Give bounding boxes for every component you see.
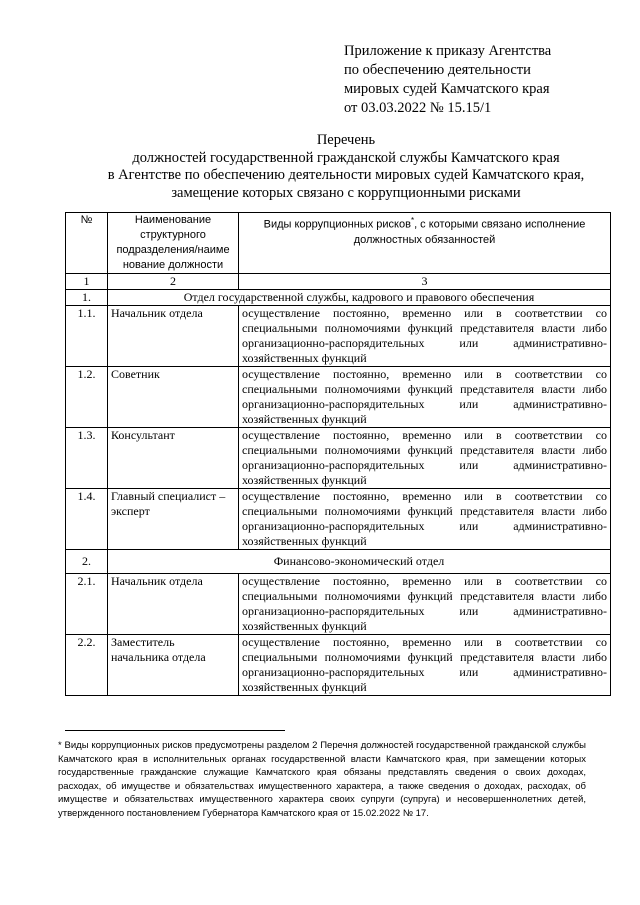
column-number: 2	[108, 274, 239, 290]
position-name: Консультант	[108, 428, 239, 489]
column-number: 3	[239, 274, 611, 290]
position-name: Начальник отдела	[108, 574, 239, 635]
table-row	[66, 306, 611, 367]
footnote-mark: *	[410, 216, 415, 225]
risk-description: осуществление постоянно, временно или в соответствии со специальными полномочиями функций представителя власти либо организационно-распорядительных или административно-хозяйственных функций	[239, 574, 611, 635]
header-risks	[239, 213, 611, 274]
position-name: Начальник отдела	[108, 306, 239, 367]
header-num: №	[66, 213, 108, 274]
document-title	[70, 132, 622, 202]
table-row	[66, 428, 611, 489]
position-name: Заместитель начальника отдела	[108, 635, 239, 696]
column-number: 1	[66, 274, 108, 290]
title-line: должностей государственной гражданской службы Камчатского края	[132, 149, 560, 166]
row-num: 1.1.	[66, 306, 108, 367]
row-num: 2.2.	[66, 635, 108, 696]
appendix-header	[344, 42, 624, 118]
header-name: Наименование структурного подразделения/наиме нование должности	[108, 213, 239, 274]
footnote	[58, 739, 586, 820]
row-num: 1.4.	[66, 489, 108, 550]
section-row	[66, 550, 611, 574]
risk-description: осуществление постоянно, временно или в соответствии со специальными полномочиями функций представителя власти либо организационно-распорядительных или административно-хозяйственных функций	[239, 635, 611, 696]
position-name: Советник	[108, 367, 239, 428]
appendix-line: от 03.03.2022 № 15.15/1	[344, 100, 492, 116]
column-number-row	[66, 274, 611, 290]
title-line: замещение которых связано с коррупционными рисками	[171, 184, 521, 201]
table-row	[66, 367, 611, 428]
section-row	[66, 290, 611, 306]
row-num: 1.2.	[66, 367, 108, 428]
table-row	[66, 635, 611, 696]
section-title: Финансово-экономический отдел	[108, 550, 611, 574]
footnote-mark: *	[58, 740, 62, 751]
position-name: Главный специалист – эксперт	[108, 489, 239, 550]
footnote-text: Виды коррупционных рисков предусмотрены разделом 2 Перечня должностей государственной гражданской службы Камчатского края в исполнительных органах государственной власти Камчатского края, при замещении которых государственные гражданские служащие Камчатского края обязаны представлять сведения о своих доходах, расходах, об имуществе и обязательствах имущественного характера, а также сведения о доходах, расходах, об имуществе и обязательствах имущественного характера своих супруги (супруга) и несовершеннолетних детей, утвержденного постановлением Губернатора Камчатского края от 15.02.2022 № 17.	[58, 740, 586, 819]
appendix-line: Приложение к приказу Агентства	[344, 43, 552, 59]
footnote-separator	[65, 730, 285, 731]
header-risks-rest: , с которыми связано исполнение должностных обязанностей	[353, 218, 586, 246]
table-row	[66, 489, 611, 550]
appendix-line: по обеспечению деятельности	[344, 62, 531, 78]
risk-description: осуществление постоянно, временно или в соответствии со специальными полномочиями функций представителя власти либо организационно-распорядительных или административно-хозяйственных функций	[239, 367, 611, 428]
risk-description: осуществление постоянно, временно или в соответствии со специальными полномочиями функций представителя власти либо организационно-распорядительных или административно-хозяйственных функций	[239, 489, 611, 550]
risk-description: осуществление постоянно, временно или в соответствии со специальными полномочиями функций представителя власти либо организационно-распорядительных или административно-хозяйственных функций	[239, 428, 611, 489]
section-title: Отдел государственной службы, кадрового и правового обеспечения	[108, 290, 611, 306]
title-line: в Агентстве по обеспечению деятельности мировых судей Камчатского края,	[107, 167, 585, 183]
section-num: 1.	[66, 290, 108, 306]
title-line: Перечень	[316, 132, 376, 148]
table-header-row	[66, 213, 611, 274]
row-num: 1.3.	[66, 428, 108, 489]
appendix-line: мировых судей Камчатского края	[344, 81, 550, 97]
table-row	[66, 574, 611, 635]
risk-description: осуществление постоянно, временно или в соответствии со специальными полномочиями функций представителя власти либо организационно-распорядительных или административно-хозяйственных функций	[239, 306, 611, 367]
section-num: 2.	[66, 550, 108, 574]
row-num: 2.1.	[66, 574, 108, 635]
header-risks-text: Виды коррупционных рисков	[263, 218, 411, 231]
positions-table	[65, 212, 611, 696]
